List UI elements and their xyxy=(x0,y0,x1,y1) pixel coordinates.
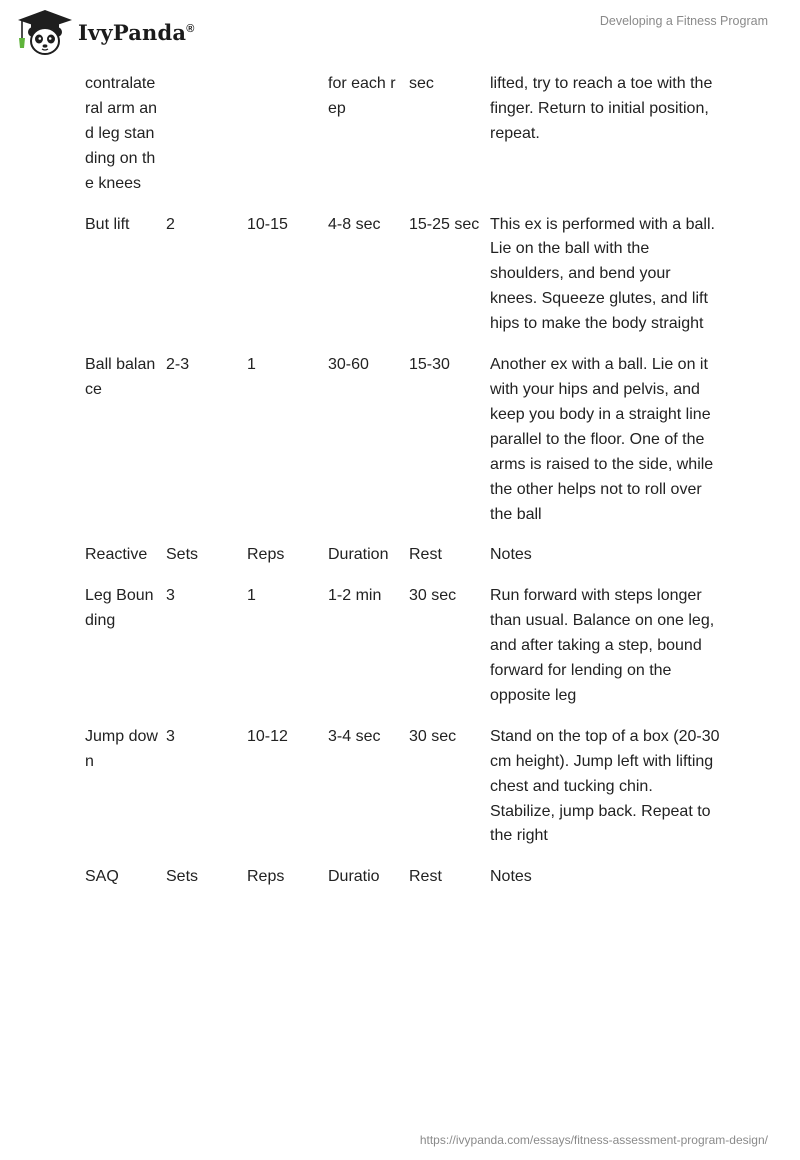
table-cell-exercise: Reactive xyxy=(85,546,148,564)
logo-wordmark xyxy=(78,20,195,45)
table-row xyxy=(85,72,725,213)
table-cell-sets: 3 xyxy=(166,727,175,745)
table-row xyxy=(85,353,725,543)
exercise-table xyxy=(85,72,725,906)
table-cell-sets: 2-3 xyxy=(166,356,190,374)
table-cell-notes: lifted, try to reach a toe with the finger. Return to initial position, repeat. xyxy=(490,75,713,142)
table-cell-reps: 10-15 xyxy=(247,215,288,233)
table-cell-reps xyxy=(247,72,328,213)
table-cell-exercise: Ball balance xyxy=(85,356,156,398)
table-cell-duration: 4-8 sec xyxy=(328,215,381,233)
table-cell-rest: Rest xyxy=(409,546,442,564)
table-cell-sets: 3 xyxy=(166,587,175,605)
table-cell-notes: Notes xyxy=(490,546,532,564)
table-cell-exercise: Leg Bounding xyxy=(85,587,154,630)
table-row xyxy=(85,584,725,725)
table-cell-duration: Duratio xyxy=(328,868,380,886)
table-cell-duration: 30-60 xyxy=(328,356,369,374)
logo-text: IvyPanda xyxy=(78,19,187,45)
table-cell-exercise: SAQ xyxy=(85,868,119,886)
ivypanda-logo[interactable] xyxy=(14,8,195,56)
table-cell-notes: Another ex with a ball. Lie on it with your hips and pelvis, and keep you body in a straight line parallel to the floor. One of the arms is raised to the side, while the other helps not to roll over the ball xyxy=(490,356,714,523)
table-cell-duration: 1-2 min xyxy=(328,587,382,605)
table-cell-sets: 2 xyxy=(166,215,175,233)
table-cell-sets: Sets xyxy=(166,546,199,564)
table-cell-notes: This ex is performed with a ball. Lie on the ball with the shoulders, and bend your knees. Squeeze glutes, and lift hips to make the body straight xyxy=(490,215,715,333)
table-cell-reps: 10-12 xyxy=(247,727,288,745)
table-cell-duration: Duration xyxy=(328,546,389,564)
table-cell-rest: 30 sec xyxy=(409,727,457,745)
table-cell-rest: Rest xyxy=(409,868,442,886)
exercise-table-container xyxy=(85,72,725,906)
table-section-header-row xyxy=(85,865,725,906)
table-cell-exercise: But lift xyxy=(85,215,130,233)
table-cell-rest: sec xyxy=(409,75,434,92)
table-cell-reps: 1 xyxy=(247,587,256,605)
table-cell-rest: 15-25 sec xyxy=(409,215,480,233)
table-row xyxy=(85,213,725,354)
document-title: Developing a Fitness Program xyxy=(599,14,768,28)
page-header xyxy=(0,0,800,64)
table-cell-notes: Run forward with steps longer than usual. Balance on one leg, and after taking a step, bound forward for lending on the opposite leg xyxy=(490,587,715,704)
table-cell-notes: Notes xyxy=(490,868,532,886)
table-section-header-row xyxy=(85,543,725,584)
table-cell-notes: Stand on the top of a box (20-30 cm height). Jump left with lifting chest and tucking chin. Stabilize, jump back. Repeat to the right xyxy=(490,727,720,845)
table-cell-sets xyxy=(166,72,247,213)
table-cell-reps: Reps xyxy=(247,868,285,886)
table-cell-duration: 3-4 sec xyxy=(328,727,381,745)
table-cell-exercise: Jump down xyxy=(85,727,158,770)
table-cell-exercise: contralateral arm and leg standing on the knees xyxy=(85,75,158,192)
source-url-link[interactable]: https://ivypanda.com/essays/fitness-assessment-program-design/ xyxy=(419,1133,768,1147)
registered-mark: ® xyxy=(186,22,195,35)
panda-graduate-icon xyxy=(14,8,76,56)
table-row xyxy=(85,725,725,866)
table-cell-duration: for each rep xyxy=(328,75,396,117)
table-cell-rest: 30 sec xyxy=(409,587,457,605)
table-cell-rest: 15-30 xyxy=(409,356,450,374)
table-cell-sets: Sets xyxy=(166,868,199,886)
table-cell-reps: 1 xyxy=(247,356,256,374)
table-cell-reps: Reps xyxy=(247,546,285,564)
